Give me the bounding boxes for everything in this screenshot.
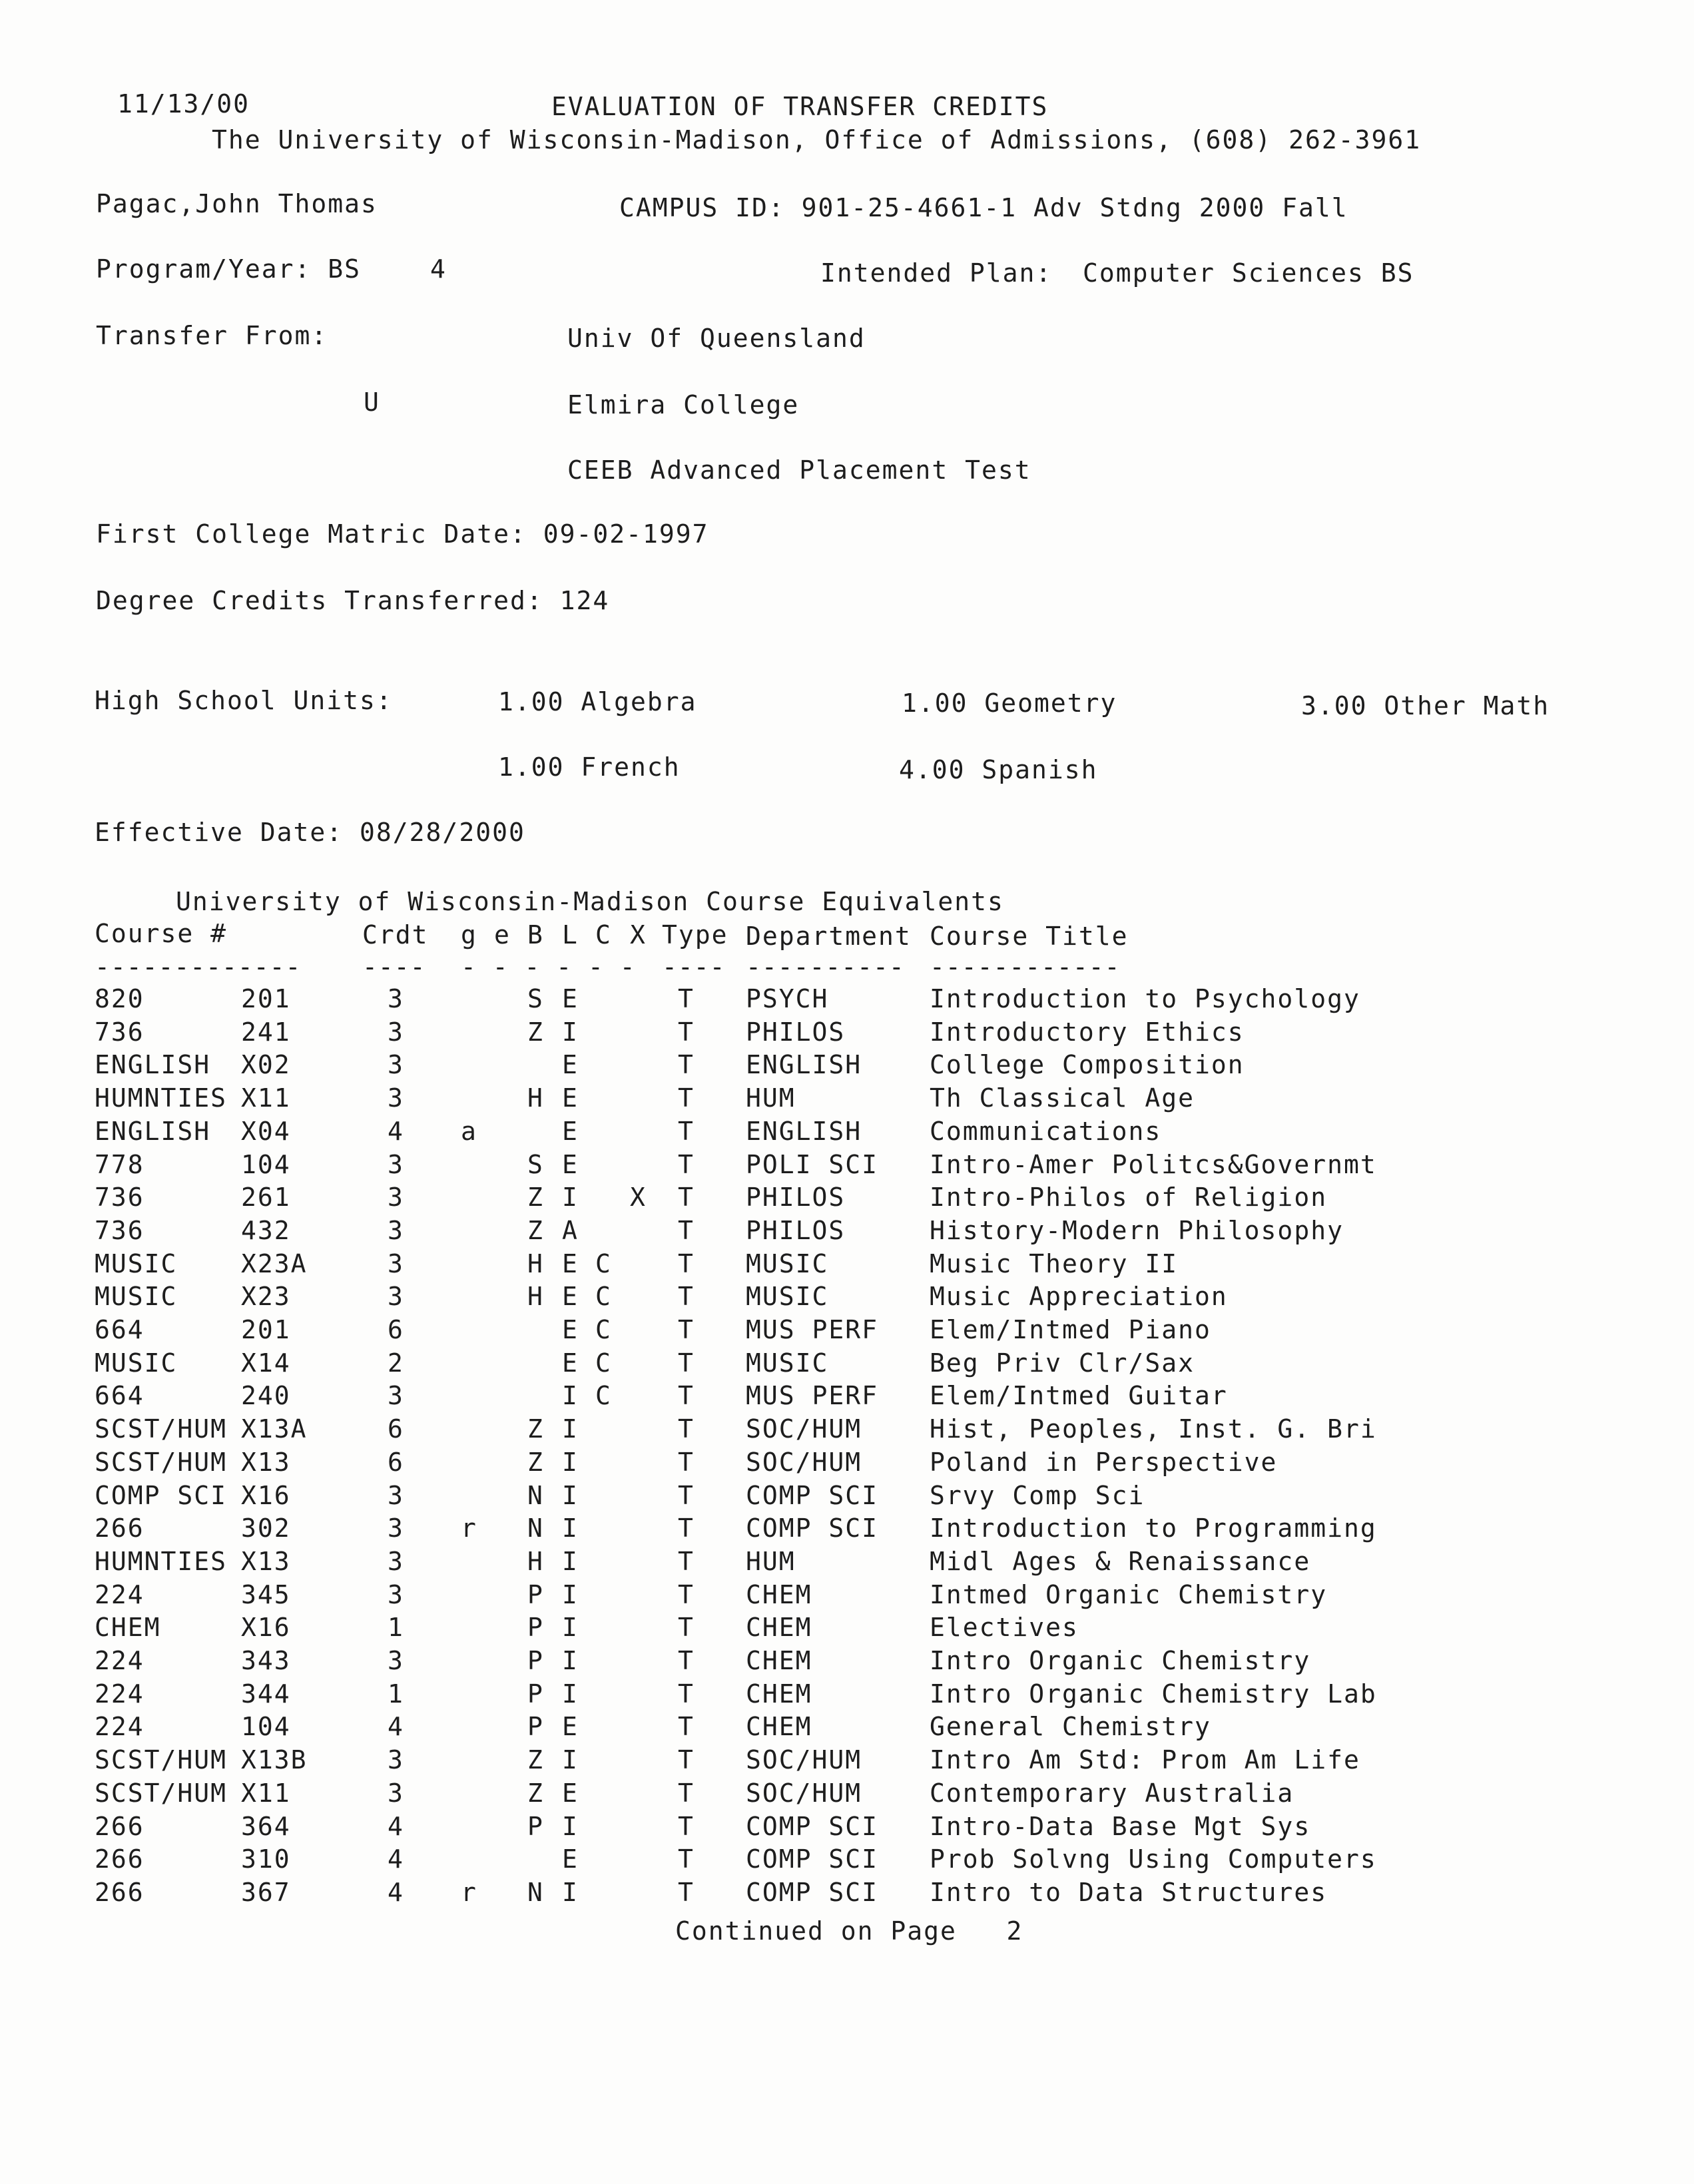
credits: 3 bbox=[388, 1778, 404, 1808]
course-number: X04 bbox=[241, 1117, 291, 1146]
breadth-code: Z bbox=[527, 1448, 544, 1477]
table-row bbox=[0, 1843, 1694, 1875]
table-row bbox=[0, 1380, 1694, 1412]
type-code: T bbox=[678, 1679, 695, 1709]
department: PSYCH bbox=[746, 984, 829, 1013]
credits: 3 bbox=[388, 1282, 404, 1311]
transfer-from-label: Transfer From: bbox=[96, 321, 328, 350]
intended-plan-label: Intended Plan: bbox=[820, 258, 1053, 288]
breadth-code: P bbox=[527, 1679, 544, 1709]
course-title: History-Modern Philosophy bbox=[930, 1216, 1344, 1245]
level-code: I bbox=[562, 1017, 579, 1047]
level-code: E bbox=[562, 984, 579, 1013]
transfer-school-1: Univ Of Queensland bbox=[567, 324, 866, 353]
hs-unit-other-math: 3.00 Other Math bbox=[1301, 691, 1550, 720]
course-dept: CHEM bbox=[95, 1613, 161, 1642]
course-number: X16 bbox=[241, 1481, 291, 1510]
table-row bbox=[0, 1248, 1694, 1280]
header-e: e bbox=[494, 920, 511, 950]
program-label: Program/Year: BS bbox=[96, 254, 362, 284]
course-title: Beg Priv Clr/Sax bbox=[930, 1348, 1195, 1378]
department: CHEM bbox=[746, 1679, 812, 1709]
course-title: Introduction to Psychology bbox=[930, 984, 1360, 1013]
department: COMP SCI bbox=[746, 1878, 879, 1907]
continued-note: Continued on Page 2 bbox=[675, 1916, 1023, 1946]
course-dept: SCST/HUM bbox=[95, 1448, 228, 1477]
breadth-code: Z bbox=[527, 1778, 544, 1808]
table-row bbox=[0, 1611, 1694, 1643]
credits: 3 bbox=[388, 1513, 404, 1543]
table-row bbox=[0, 1645, 1694, 1677]
credits: 3 bbox=[388, 1580, 404, 1609]
level-code: E bbox=[562, 1712, 579, 1741]
table-row bbox=[0, 1446, 1694, 1478]
level-code: E bbox=[562, 1282, 579, 1311]
credits: 3 bbox=[388, 1646, 404, 1675]
course-number: 104 bbox=[241, 1150, 291, 1179]
student-name: Pagac,John Thomas bbox=[96, 189, 378, 218]
course-title: Th Classical Age bbox=[930, 1083, 1195, 1113]
table-row bbox=[0, 1545, 1694, 1577]
table-row bbox=[0, 1082, 1694, 1114]
credits: 1 bbox=[388, 1613, 404, 1642]
page-title: EVALUATION OF TRANSFER CREDITS bbox=[551, 92, 1049, 121]
course-number: X23 bbox=[241, 1282, 291, 1311]
credits: 3 bbox=[388, 1249, 404, 1278]
header-g: g bbox=[461, 920, 477, 950]
level-code: E bbox=[562, 1315, 579, 1344]
type-code: T bbox=[678, 1150, 695, 1179]
course-dept: 266 bbox=[95, 1513, 144, 1543]
level-code: I bbox=[562, 1812, 579, 1841]
type-code: T bbox=[678, 1117, 695, 1146]
course-number: 432 bbox=[241, 1216, 291, 1245]
header-l: L bbox=[562, 920, 579, 950]
breadth-code: P bbox=[527, 1712, 544, 1741]
course-number: 344 bbox=[241, 1679, 291, 1709]
course-number: 241 bbox=[241, 1017, 291, 1047]
header-course-title: Course Title bbox=[930, 922, 1129, 951]
flag-x: X bbox=[630, 1183, 647, 1212]
level-code: I bbox=[562, 1513, 579, 1543]
flag-g: r bbox=[461, 1878, 477, 1907]
department: COMP SCI bbox=[746, 1844, 879, 1874]
course-dept: 224 bbox=[95, 1712, 144, 1741]
hs-unit-algebra: 1.00 Algebra bbox=[498, 687, 697, 716]
level-code: I bbox=[562, 1381, 579, 1410]
type-code: T bbox=[678, 1183, 695, 1212]
course-dept: SCST/HUM bbox=[95, 1778, 228, 1808]
transfer-school-3: CEEB Advanced Placement Test bbox=[567, 455, 1031, 485]
department: ENGLISH bbox=[746, 1050, 862, 1079]
department: POLI SCI bbox=[746, 1150, 879, 1179]
course-number: X02 bbox=[241, 1050, 291, 1079]
table-row bbox=[0, 1711, 1694, 1743]
effective-date: Effective Date: 08/28/2000 bbox=[95, 818, 525, 847]
course-title: College Composition bbox=[930, 1050, 1245, 1079]
course-dept: HUMNTIES bbox=[95, 1083, 228, 1113]
level-code: I bbox=[562, 1183, 579, 1212]
course-number: X13B bbox=[241, 1745, 308, 1774]
department: PHILOS bbox=[746, 1017, 846, 1047]
intended-plan: Computer Sciences BS bbox=[1083, 258, 1414, 288]
course-dept: 224 bbox=[95, 1646, 144, 1675]
dash-flags: - - - - - - bbox=[461, 952, 636, 981]
type-code: T bbox=[678, 1778, 695, 1808]
table-row bbox=[0, 1579, 1694, 1611]
breadth-code: S bbox=[527, 984, 544, 1013]
breadth-code: P bbox=[527, 1812, 544, 1841]
type-code: T bbox=[678, 1580, 695, 1609]
course-number: X11 bbox=[241, 1083, 291, 1113]
level-code: I bbox=[562, 1878, 579, 1907]
table-row bbox=[0, 1314, 1694, 1346]
type-code: T bbox=[678, 1812, 695, 1841]
breadth-code: N bbox=[527, 1513, 544, 1543]
credits: 4 bbox=[388, 1117, 404, 1146]
type-code: T bbox=[678, 1414, 695, 1444]
department: ENGLISH bbox=[746, 1117, 862, 1146]
course-number: X13 bbox=[241, 1547, 291, 1576]
flag-c: C bbox=[595, 1381, 612, 1410]
type-code: T bbox=[678, 1216, 695, 1245]
course-number: 367 bbox=[241, 1878, 291, 1907]
breadth-code: Z bbox=[527, 1414, 544, 1444]
header-department: Department bbox=[746, 922, 912, 951]
breadth-code: P bbox=[527, 1580, 544, 1609]
credits: 3 bbox=[388, 984, 404, 1013]
course-dept: HUMNTIES bbox=[95, 1547, 228, 1576]
level-code: I bbox=[562, 1580, 579, 1609]
table-row bbox=[0, 1016, 1694, 1048]
dash-type: ---- bbox=[662, 952, 726, 981]
breadth-code: H bbox=[527, 1282, 544, 1311]
course-number: X13A bbox=[241, 1414, 308, 1444]
course-dept: 224 bbox=[95, 1679, 144, 1709]
department: MUSIC bbox=[746, 1282, 829, 1311]
course-dept: ENGLISH bbox=[95, 1050, 211, 1079]
course-number: 201 bbox=[241, 1315, 291, 1344]
breadth-code: H bbox=[527, 1547, 544, 1576]
breadth-code: H bbox=[527, 1083, 544, 1113]
level-code: I bbox=[562, 1613, 579, 1642]
breadth-code: H bbox=[527, 1249, 544, 1278]
course-number: X13 bbox=[241, 1448, 291, 1477]
course-title: Communications bbox=[930, 1117, 1162, 1146]
department: CHEM bbox=[746, 1580, 812, 1609]
institution-line: The University of Wisconsin-Madison, Office of Admissions, (608) 262-3961 bbox=[212, 125, 1422, 154]
department: PHILOS bbox=[746, 1183, 846, 1212]
table-row bbox=[0, 1777, 1694, 1809]
department: COMP SCI bbox=[746, 1481, 879, 1510]
type-code: T bbox=[678, 1282, 695, 1311]
dash-crdt: ---- bbox=[362, 952, 426, 981]
course-dept: 664 bbox=[95, 1315, 144, 1344]
course-number: 104 bbox=[241, 1712, 291, 1741]
course-dept: COMP SCI bbox=[95, 1481, 228, 1510]
course-number: X14 bbox=[241, 1348, 291, 1378]
type-code: T bbox=[678, 1513, 695, 1543]
level-code: E bbox=[562, 1249, 579, 1278]
department: COMP SCI bbox=[746, 1812, 879, 1841]
level-code: I bbox=[562, 1448, 579, 1477]
level-code: I bbox=[562, 1414, 579, 1444]
hs-unit-french: 1.00 French bbox=[498, 752, 681, 782]
level-code: I bbox=[562, 1745, 579, 1774]
type-code: T bbox=[678, 1249, 695, 1278]
header-x: X bbox=[630, 920, 647, 950]
course-number: X16 bbox=[241, 1613, 291, 1642]
table-row bbox=[0, 1810, 1694, 1842]
flag-g: r bbox=[461, 1513, 477, 1543]
credits: 1 bbox=[388, 1679, 404, 1709]
course-title: Music Appreciation bbox=[930, 1282, 1228, 1311]
department: SOC/HUM bbox=[746, 1414, 862, 1444]
type-code: T bbox=[678, 1547, 695, 1576]
course-dept: 224 bbox=[95, 1580, 144, 1609]
department: SOC/HUM bbox=[746, 1778, 862, 1808]
type-code: T bbox=[678, 1448, 695, 1477]
course-dept: 266 bbox=[95, 1878, 144, 1907]
credits: 3 bbox=[388, 1381, 404, 1410]
breadth-code: P bbox=[527, 1613, 544, 1642]
department: CHEM bbox=[746, 1712, 812, 1741]
breadth-code: Z bbox=[527, 1216, 544, 1245]
course-title: Intro-Amer Politcs&Governmt bbox=[930, 1150, 1377, 1179]
department: HUM bbox=[746, 1547, 796, 1576]
department: MUS PERF bbox=[746, 1381, 879, 1410]
course-title: Intro Organic Chemistry bbox=[930, 1646, 1311, 1675]
department: CHEM bbox=[746, 1646, 812, 1675]
course-title: Hist, Peoples, Inst. G. Bri bbox=[930, 1414, 1377, 1444]
course-title: Srvy Comp Sci bbox=[930, 1481, 1145, 1510]
table-row bbox=[0, 1215, 1694, 1246]
type-code: T bbox=[678, 1712, 695, 1741]
course-title: Intmed Organic Chemistry bbox=[930, 1580, 1328, 1609]
credits: 3 bbox=[388, 1150, 404, 1179]
credits: 4 bbox=[388, 1878, 404, 1907]
table-row bbox=[0, 1280, 1694, 1312]
breadth-code: P bbox=[527, 1646, 544, 1675]
course-dept: ENGLISH bbox=[95, 1117, 211, 1146]
flag-c: C bbox=[595, 1348, 612, 1378]
course-title: Prob Solvng Using Computers bbox=[930, 1844, 1377, 1874]
course-number: 310 bbox=[241, 1844, 291, 1874]
course-title: Introductory Ethics bbox=[930, 1017, 1245, 1047]
type-code: T bbox=[678, 984, 695, 1013]
table-row bbox=[0, 1347, 1694, 1379]
course-title: Intro-Data Base Mgt Sys bbox=[930, 1812, 1311, 1841]
level-code: E bbox=[562, 1083, 579, 1113]
course-number: X11 bbox=[241, 1778, 291, 1808]
report-date: 11/13/00 bbox=[117, 89, 250, 119]
type-code: T bbox=[678, 1315, 695, 1344]
table-row bbox=[0, 1480, 1694, 1511]
breadth-code: S bbox=[527, 1150, 544, 1179]
type-code: T bbox=[678, 1844, 695, 1874]
flag-g: a bbox=[461, 1117, 477, 1146]
level-code: E bbox=[562, 1050, 579, 1079]
credits: 6 bbox=[388, 1414, 404, 1444]
course-number: 364 bbox=[241, 1812, 291, 1841]
table-row bbox=[0, 1744, 1694, 1776]
breadth-code: Z bbox=[527, 1183, 544, 1212]
credits: 3 bbox=[388, 1083, 404, 1113]
program-year: 4 bbox=[430, 254, 447, 284]
header-crdt: Crdt bbox=[362, 920, 429, 950]
breadth-code: Z bbox=[527, 1017, 544, 1047]
level-code: E bbox=[562, 1348, 579, 1378]
flag-c: C bbox=[595, 1249, 612, 1278]
course-number: 261 bbox=[241, 1183, 291, 1212]
level-code: E bbox=[562, 1150, 579, 1179]
course-dept: 820 bbox=[95, 984, 144, 1013]
course-title: General Chemistry bbox=[930, 1712, 1211, 1741]
type-code: T bbox=[678, 1083, 695, 1113]
course-dept: 266 bbox=[95, 1844, 144, 1874]
course-number: 343 bbox=[241, 1646, 291, 1675]
dash-title: ------------ bbox=[930, 952, 1121, 981]
course-number: 302 bbox=[241, 1513, 291, 1543]
credits: 6 bbox=[388, 1315, 404, 1344]
credits: 3 bbox=[388, 1547, 404, 1576]
type-code: T bbox=[678, 1646, 695, 1675]
course-title: Intro Organic Chemistry Lab bbox=[930, 1679, 1377, 1709]
course-dept: MUSIC bbox=[95, 1348, 178, 1378]
level-code: E bbox=[562, 1778, 579, 1808]
table-caption: University of Wisconsin-Madison Course Equivalents bbox=[176, 887, 1004, 916]
department: SOC/HUM bbox=[746, 1745, 862, 1774]
type-code: T bbox=[678, 1745, 695, 1774]
course-dept: 736 bbox=[95, 1216, 144, 1245]
credits: 2 bbox=[388, 1348, 404, 1378]
course-title: Intro Am Std: Prom Am Life bbox=[930, 1745, 1360, 1774]
course-title: Midl Ages & Renaissance bbox=[930, 1547, 1311, 1576]
level-code: I bbox=[562, 1547, 579, 1576]
credits: 4 bbox=[388, 1812, 404, 1841]
hs-unit-spanish: 4.00 Spanish bbox=[899, 755, 1098, 784]
credits: 6 bbox=[388, 1448, 404, 1477]
course-dept: SCST/HUM bbox=[95, 1745, 228, 1774]
department: SOC/HUM bbox=[746, 1448, 862, 1477]
type-code: T bbox=[678, 1878, 695, 1907]
header-course: Course # bbox=[95, 919, 228, 948]
breadth-code: N bbox=[527, 1481, 544, 1510]
table-row bbox=[0, 1181, 1694, 1213]
flag-c: C bbox=[595, 1315, 612, 1344]
credits: 3 bbox=[388, 1216, 404, 1245]
course-dept: 736 bbox=[95, 1183, 144, 1212]
table-row bbox=[0, 1149, 1694, 1181]
level-code: E bbox=[562, 1844, 579, 1874]
credits: 4 bbox=[388, 1844, 404, 1874]
table-row bbox=[0, 1678, 1694, 1710]
department: CHEM bbox=[746, 1613, 812, 1642]
table-row bbox=[0, 983, 1694, 1015]
course-title: Elem/Intmed Guitar bbox=[930, 1381, 1228, 1410]
transfer-marker: U bbox=[364, 388, 380, 417]
header-type: Type bbox=[662, 920, 728, 950]
dash-course: ------------- bbox=[95, 952, 302, 981]
course-dept: SCST/HUM bbox=[95, 1414, 228, 1444]
course-dept: 664 bbox=[95, 1381, 144, 1410]
course-dept: 736 bbox=[95, 1017, 144, 1047]
header-c: C bbox=[595, 920, 612, 950]
hs-unit-geometry: 1.00 Geometry bbox=[902, 688, 1117, 718]
transfer-school-2: Elmira College bbox=[567, 390, 800, 419]
level-code: E bbox=[562, 1117, 579, 1146]
degree-credits: Degree Credits Transferred: 124 bbox=[96, 586, 610, 615]
department: MUS PERF bbox=[746, 1315, 879, 1344]
course-title: Electives bbox=[930, 1613, 1079, 1642]
campus-id: CAMPUS ID: 901-25-4661-1 Adv Stdng 2000 Fall bbox=[619, 193, 1348, 222]
course-title: Intro-Philos of Religion bbox=[930, 1183, 1328, 1212]
department: MUSIC bbox=[746, 1348, 829, 1378]
level-code: I bbox=[562, 1646, 579, 1675]
course-title: Contemporary Australia bbox=[930, 1778, 1294, 1808]
course-dept: 778 bbox=[95, 1150, 144, 1179]
course-number: X23A bbox=[241, 1249, 308, 1278]
type-code: T bbox=[678, 1017, 695, 1047]
department: COMP SCI bbox=[746, 1513, 879, 1543]
course-title: Elem/Intmed Piano bbox=[930, 1315, 1211, 1344]
breadth-code: Z bbox=[527, 1745, 544, 1774]
table-row bbox=[0, 1115, 1694, 1147]
flag-c: C bbox=[595, 1282, 612, 1311]
matric-date: First College Matric Date: 09-02-1997 bbox=[96, 519, 709, 549]
course-dept: MUSIC bbox=[95, 1249, 178, 1278]
course-title: Poland in Perspective bbox=[930, 1448, 1278, 1477]
course-title: Introduction to Programming bbox=[930, 1513, 1377, 1543]
credits: 3 bbox=[388, 1183, 404, 1212]
credits: 3 bbox=[388, 1017, 404, 1047]
hs-units-label: High School Units: bbox=[95, 686, 393, 715]
course-number: 345 bbox=[241, 1580, 291, 1609]
course-dept: 266 bbox=[95, 1812, 144, 1841]
course-number: 201 bbox=[241, 984, 291, 1013]
department: PHILOS bbox=[746, 1216, 846, 1245]
credits: 3 bbox=[388, 1481, 404, 1510]
credits: 3 bbox=[388, 1745, 404, 1774]
course-dept: MUSIC bbox=[95, 1282, 178, 1311]
course-title: Intro to Data Structures bbox=[930, 1878, 1328, 1907]
table-row bbox=[0, 1049, 1694, 1081]
credits: 4 bbox=[388, 1712, 404, 1741]
breadth-code: N bbox=[527, 1878, 544, 1907]
type-code: T bbox=[678, 1050, 695, 1079]
level-code: A bbox=[562, 1216, 579, 1245]
department: MUSIC bbox=[746, 1249, 829, 1278]
type-code: T bbox=[678, 1481, 695, 1510]
level-code: I bbox=[562, 1679, 579, 1709]
type-code: T bbox=[678, 1613, 695, 1642]
table-row bbox=[0, 1512, 1694, 1544]
course-title: Music Theory II bbox=[930, 1249, 1179, 1278]
level-code: I bbox=[562, 1481, 579, 1510]
department: HUM bbox=[746, 1083, 796, 1113]
table-row bbox=[0, 1876, 1694, 1908]
dash-department: ---------- bbox=[746, 952, 905, 981]
type-code: T bbox=[678, 1381, 695, 1410]
table-row bbox=[0, 1413, 1694, 1445]
type-code: T bbox=[678, 1348, 695, 1378]
course-number: 240 bbox=[241, 1381, 291, 1410]
credits: 3 bbox=[388, 1050, 404, 1079]
header-b: B bbox=[527, 920, 544, 950]
